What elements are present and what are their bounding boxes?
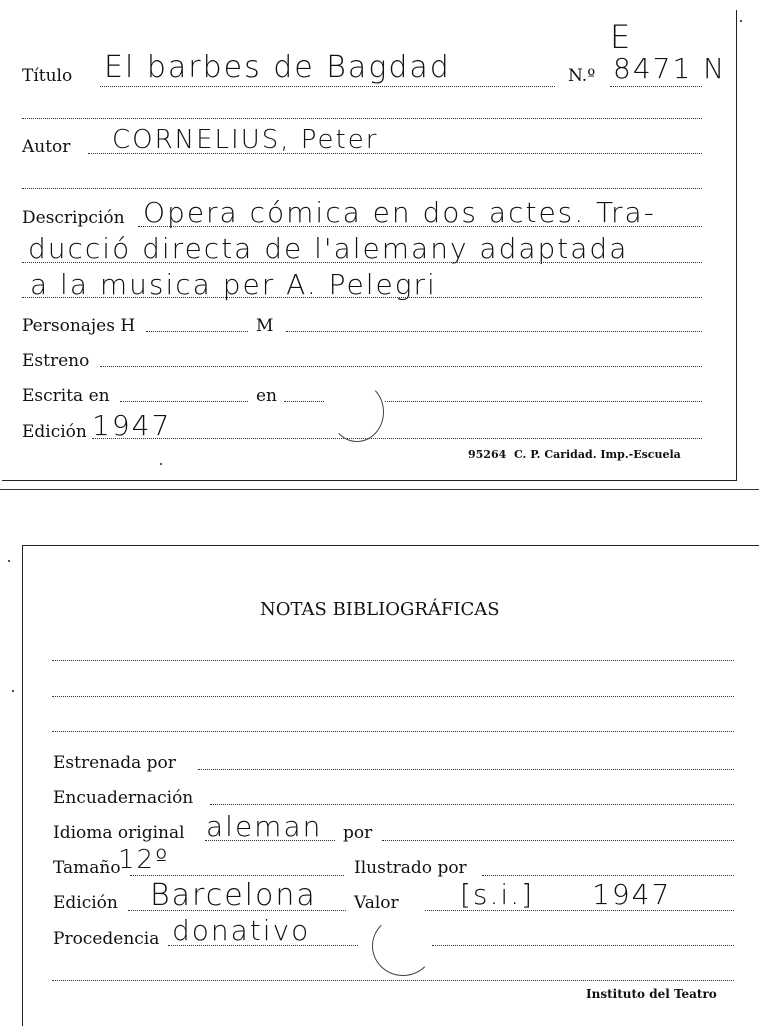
back-edicion-label: Edición [53, 893, 118, 913]
numero-label: N.º [568, 66, 596, 86]
procedencia-value: donativo [172, 914, 311, 947]
notas-heading: NOTAS BIBLIOGRÁFICAS [260, 599, 500, 620]
descripcion-text-3: a la musica per A. Pelegri [30, 268, 437, 301]
escrita-en-label: en [256, 386, 278, 406]
edicion-label: Edición [22, 422, 87, 442]
notas-bottom-line [52, 980, 734, 981]
escrita-label: Escrita en [22, 386, 110, 406]
valor-year: 1947 [592, 878, 672, 911]
stamp-trace-back [372, 916, 434, 976]
procedencia-label: Procedencia [53, 929, 160, 949]
autor-continuation-line [22, 188, 702, 189]
estrenada-line [198, 769, 734, 770]
speck [740, 20, 742, 22]
stamp-trace-front [330, 382, 384, 442]
back-edicion-value: Barcelona [150, 878, 317, 913]
escrita-line [120, 401, 248, 402]
titulo-line [100, 86, 555, 87]
estrenada-label: Estrenada por [53, 753, 176, 773]
descripcion-label: Descripción [22, 208, 125, 228]
speck [160, 463, 162, 465]
titulo-label: Título [22, 66, 73, 86]
escrita-en-line-a [284, 401, 324, 402]
personajes-h-line [146, 331, 248, 332]
personajes-label: Personajes H [22, 316, 136, 336]
notas-line-1 [52, 660, 734, 661]
ilustrado-label: Ilustrado por [354, 858, 467, 878]
numero-line [610, 86, 702, 87]
tamano-line [130, 875, 344, 876]
printer-number: 95264 [468, 448, 507, 461]
idioma-por-line [382, 840, 734, 841]
tamano-label: Tamaño [53, 858, 121, 878]
personajes-m-line [286, 331, 702, 332]
speck [8, 560, 10, 562]
idioma-value: aleman [206, 810, 323, 843]
idioma-por-label: por [343, 823, 373, 843]
estreno-label: Estreno [22, 351, 90, 371]
escrita-en-line-b [385, 401, 702, 402]
notas-line-2 [52, 696, 734, 697]
valor-value: [s.i.] [460, 878, 535, 911]
speck [12, 690, 14, 692]
estreno-line [100, 366, 702, 367]
procedencia-line-b [432, 945, 734, 946]
ilustrado-line [482, 875, 734, 876]
encuadernacion-label: Encuadernación [53, 788, 194, 808]
printer-name: C. P. Caridad. Imp.-Escuela [514, 448, 681, 461]
autor-label: Autor [22, 137, 71, 157]
titulo-value: El barbes de Bagdad [104, 50, 451, 85]
institution-name: Instituto del Teatro [586, 987, 717, 1001]
edicion-value: 1947 [92, 409, 172, 442]
encuadernacion-line [210, 804, 734, 805]
notas-line-3 [52, 731, 734, 732]
card-separator [0, 489, 759, 490]
tamano-value: 12º [118, 845, 170, 875]
corner-mark: E [610, 18, 633, 56]
titulo-continuation-line [22, 118, 702, 119]
idioma-label: Idioma original [53, 823, 185, 843]
descripcion-text-1: Opera cómica en dos actes. Tra- [143, 196, 656, 229]
edicion-line [92, 438, 702, 439]
descripcion-text-2: ducció directa de l'alemany adaptada [28, 232, 629, 265]
numero-value: 8471 N [613, 52, 727, 85]
valor-label: Valor [354, 893, 399, 913]
autor-value: CORNELIUS, Peter [112, 125, 379, 155]
personajes-m-label: M [256, 316, 274, 336]
